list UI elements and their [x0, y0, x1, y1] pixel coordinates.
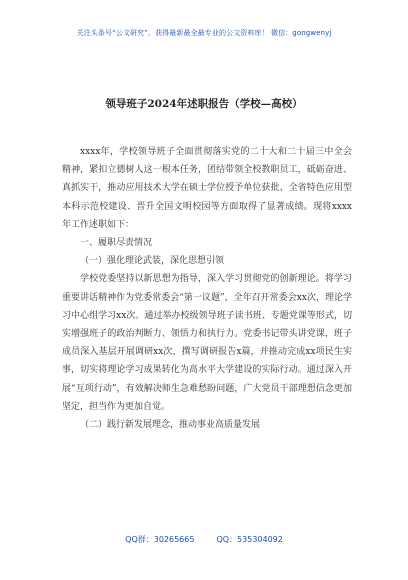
header-banner: 关注头条号“公文研究”，获得最新最全最专业的公文资料库！ 微信：gongwenyj [76, 29, 332, 37]
section-heading-1: 一、履职尽责情况 [80, 238, 153, 249]
footer-contact [0, 534, 408, 545]
footer-qq-group: QQ群：30265665 [125, 535, 195, 544]
document-body [62, 143, 352, 434]
body-paragraph-1: 学校党委坚持以新思想为指导，深入学习贯彻党的创新理论。将学习重要讲话精神作为党委常委会“第一议题”，全年召开常委会xx次，理论学习中心组学习xx次。通过举办校级领导班子读书班、专题党课等形式，切实增强班子的政治判断力、领悟力和执行力。党委书记带头讲党课，班子成员深入基层开展调研xx次，撰写调研报告x篇，并推动完成xx项民生实事，切实将理论学习成果转化为高水平大学建设的实际行动。通过深入开展“互项行动”，有效解决师生急难愁盼问题，广大党员干部理想信念更加坚定，担当作为更加自觉。 [62, 274, 352, 412]
subsection-heading-2: （二）践行新发展理念，推动事业高质量发展 [80, 420, 261, 431]
intro-paragraph: xxxx年，学校领导班子全面贯彻落实党的二十大和二十届三中全会精神，紧扣立德树人这一根本任务，团结带领全校教职员工，砥砺奋进、真抓实干，推动应用技术大学在硕士学位授予单位获批、全省特色应用型本科示范校建设、晋升全国文明校园等方面取得了显著成绩。现将xxxx年工作述职如下： [62, 147, 352, 230]
subsection-heading-1: （一）强化理论武装，深化思想引领 [80, 256, 225, 267]
document-title: 领导班子2024年述职报告（学校—高校） [105, 98, 303, 110]
footer-qq: QQ：535304092 [216, 535, 283, 544]
